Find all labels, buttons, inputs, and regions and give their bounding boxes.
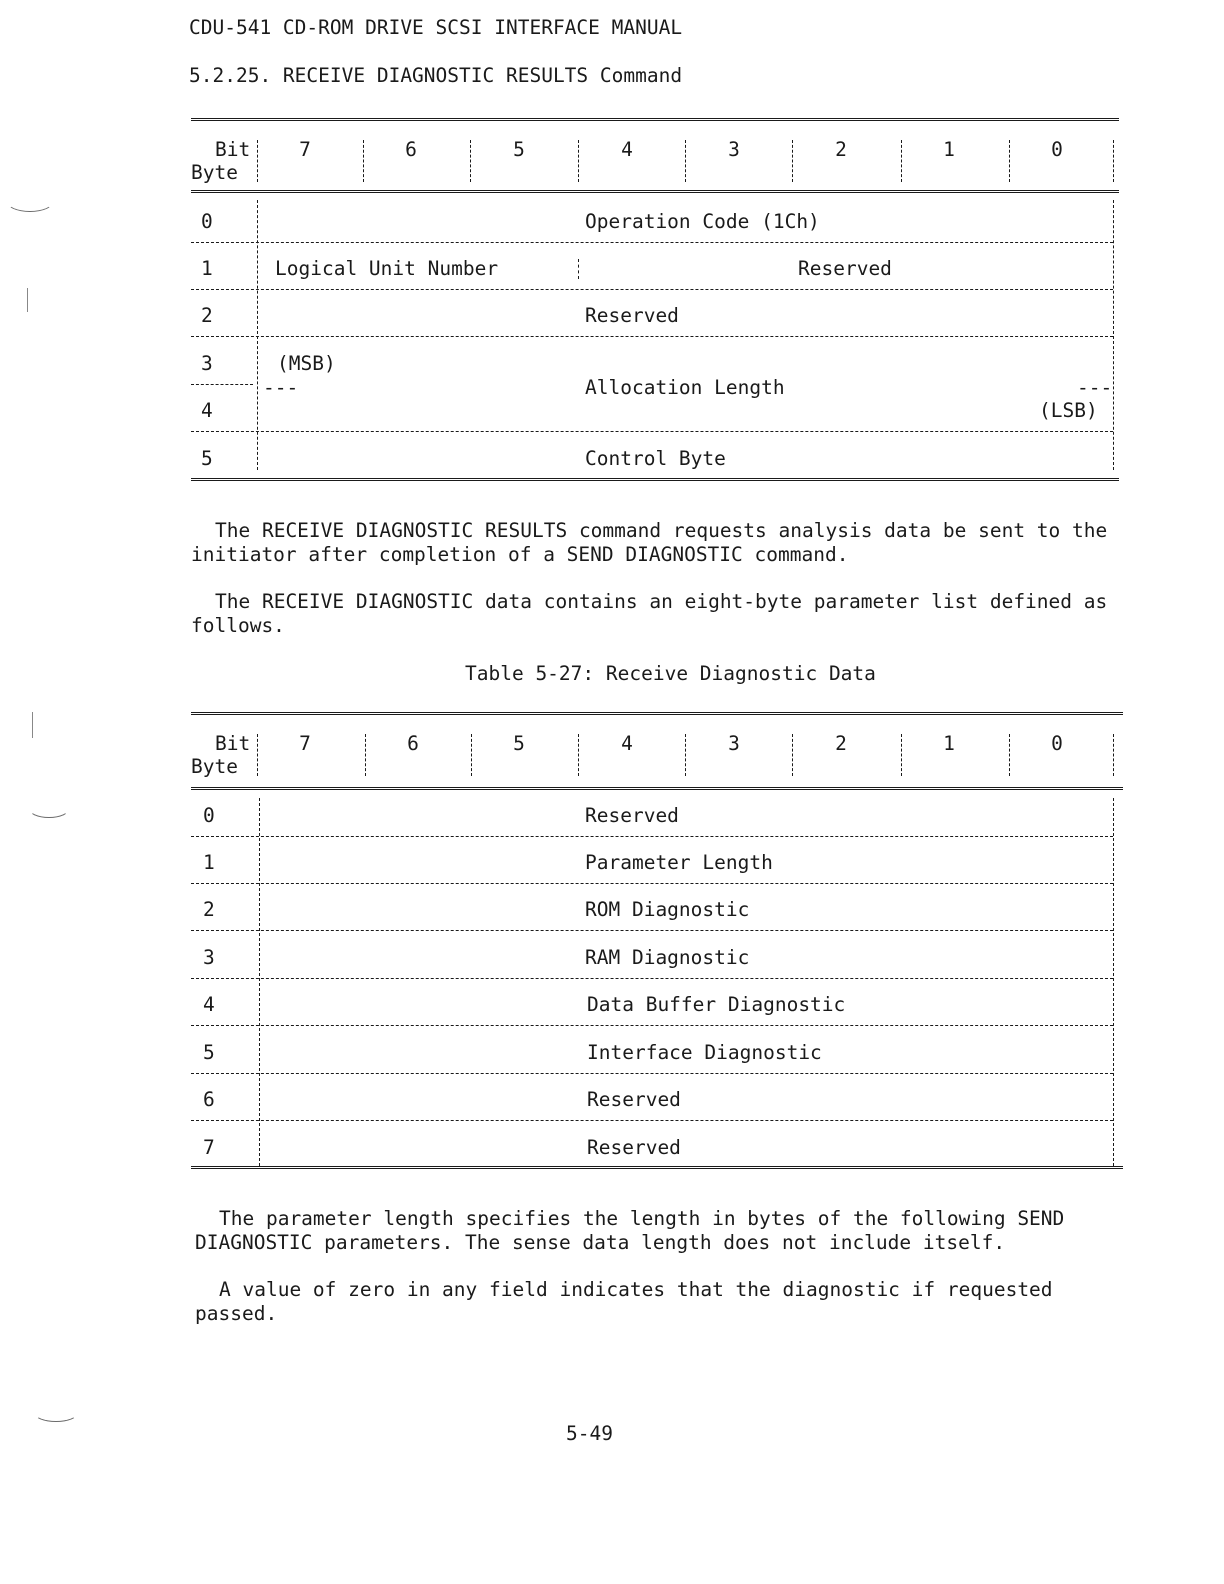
bit-divider (1113, 140, 1114, 182)
bit-4: 4 (621, 138, 633, 161)
bit-7: 7 (299, 732, 311, 755)
bit-5: 5 (513, 138, 525, 161)
parameter-length-field: Parameter Length (585, 851, 773, 874)
bit-5: 5 (513, 732, 525, 755)
paragraph-parameter-length: The parameter length specifies the length in bytes of the following SEND DIAGNOSTIC parameters. The sense data length does not include itself. (195, 1207, 1065, 1254)
byte-number: 3 (201, 352, 213, 375)
byte-number: 5 (203, 1041, 215, 1064)
paragraph-description: The RECEIVE DIAGNOSTIC RESULTS command requests analysis data be sent to the initiator after completion of a SEND DIAGNOSTIC command. (191, 519, 1108, 566)
bit-2: 2 (835, 732, 847, 755)
byte-label: Byte (191, 755, 238, 778)
margin-tick (32, 712, 33, 738)
header-rule (191, 190, 1119, 193)
bit-label: Bit (215, 138, 251, 161)
row-rule (191, 384, 253, 385)
byte-label: Byte (191, 161, 238, 184)
bit-divider (363, 140, 364, 182)
byte-column-divider (259, 798, 260, 1166)
bit-divider (471, 734, 472, 776)
bit-divider (1009, 734, 1010, 776)
right-border (1113, 798, 1114, 1166)
bit-divider (792, 140, 793, 182)
bit-4: 4 (621, 732, 633, 755)
bit-1: 1 (943, 138, 955, 161)
row-rule (191, 1025, 1113, 1026)
msb-label: (MSB) (277, 352, 336, 375)
reserved-field: Reserved (798, 257, 892, 280)
right-border (1113, 200, 1114, 470)
lun-divider (578, 259, 579, 279)
row-rule (191, 289, 1113, 290)
bit-3: 3 (728, 138, 740, 161)
reserved-field: Reserved (587, 1136, 681, 1159)
bit-divider (578, 734, 579, 776)
msb-dash: --- (263, 376, 299, 399)
row-rule (191, 1120, 1113, 1121)
bit-2: 2 (835, 138, 847, 161)
byte-number: 0 (203, 804, 215, 827)
binding-hole-mark (34, 1404, 78, 1422)
paragraph-data-intro: The RECEIVE DIAGNOSTIC data contains an eight-byte parameter list defined as follows. (191, 590, 1108, 637)
byte-number: 4 (201, 399, 213, 422)
row-rule (191, 336, 1113, 337)
table-caption: Table 5-27: Receive Diagnostic Data (465, 662, 876, 685)
bit-divider (578, 140, 579, 182)
row-rule (191, 242, 1113, 243)
bit-0: 0 (1051, 732, 1063, 755)
row-rule (191, 431, 1113, 432)
bit-label: Bit (215, 732, 251, 755)
header-rule (191, 787, 1123, 790)
byte-number: 4 (203, 993, 215, 1016)
lsb-label: (LSB) (1039, 399, 1098, 422)
interface-diagnostic-field: Interface Diagnostic (587, 1041, 822, 1064)
opcode-field: Operation Code (1Ch) (585, 210, 820, 233)
rom-diagnostic-field: ROM Diagnostic (585, 898, 750, 921)
control-byte-field: Control Byte (585, 447, 726, 470)
section-heading: 5.2.25. RECEIVE DIAGNOSTIC RESULTS Command (189, 64, 683, 87)
row-rule (191, 930, 1113, 931)
bit-divider (685, 140, 686, 182)
bit-divider (365, 734, 366, 776)
table-rule-bottom (191, 478, 1119, 481)
binding-hole-mark (28, 798, 70, 818)
byte-number: 7 (203, 1136, 215, 1159)
row-rule (191, 978, 1113, 979)
reserved-field: Reserved (587, 1088, 681, 1111)
bit-divider (1009, 140, 1010, 182)
byte-column-divider (257, 200, 258, 470)
bit-divider (901, 734, 902, 776)
reserved-field: Reserved (585, 304, 679, 327)
row-rule (191, 836, 1113, 837)
header-divider (257, 140, 258, 182)
bit-divider (1113, 734, 1114, 776)
reserved-field: Reserved (585, 804, 679, 827)
bit-divider (901, 140, 902, 182)
lun-field: Logical Unit Number (275, 257, 499, 280)
row-rule (191, 883, 1113, 884)
bit-1: 1 (943, 732, 955, 755)
data-buffer-diagnostic-field: Data Buffer Diagnostic (587, 993, 846, 1016)
paragraph-zero-value: A value of zero in any field indicates that the diagnostic if requested passed. (195, 1278, 1053, 1325)
header-divider (257, 734, 258, 776)
byte-number: 5 (201, 447, 213, 470)
command-descriptor-table (191, 118, 1119, 490)
bit-divider (792, 734, 793, 776)
bit-0: 0 (1051, 138, 1063, 161)
byte-number: 6 (203, 1088, 215, 1111)
bit-divider (685, 734, 686, 776)
allocation-length-field: Allocation Length (585, 376, 785, 399)
byte-number: 2 (201, 304, 213, 327)
row-rule (191, 1073, 1113, 1074)
bit-6: 6 (407, 732, 419, 755)
page-number: 5-49 (566, 1422, 613, 1445)
byte-number: 0 (201, 210, 213, 233)
manual-title: CDU-541 CD-ROM DRIVE SCSI INTERFACE MANUAL (189, 16, 683, 39)
lsb-dash: --- (1077, 376, 1113, 399)
margin-tick (27, 288, 28, 312)
bit-7: 7 (299, 138, 311, 161)
byte-number: 3 (203, 946, 215, 969)
binding-hole-mark (6, 190, 54, 212)
byte-number: 1 (203, 851, 215, 874)
byte-number: 2 (203, 898, 215, 921)
table-rule-top (191, 712, 1123, 715)
bit-3: 3 (728, 732, 740, 755)
table-rule-bottom (191, 1166, 1123, 1169)
receive-diagnostic-data-table (191, 712, 1123, 1182)
byte-number: 1 (201, 257, 213, 280)
ram-diagnostic-field: RAM Diagnostic (585, 946, 750, 969)
bit-divider (470, 140, 471, 182)
table-rule-top (191, 118, 1119, 121)
bit-6: 6 (405, 138, 417, 161)
